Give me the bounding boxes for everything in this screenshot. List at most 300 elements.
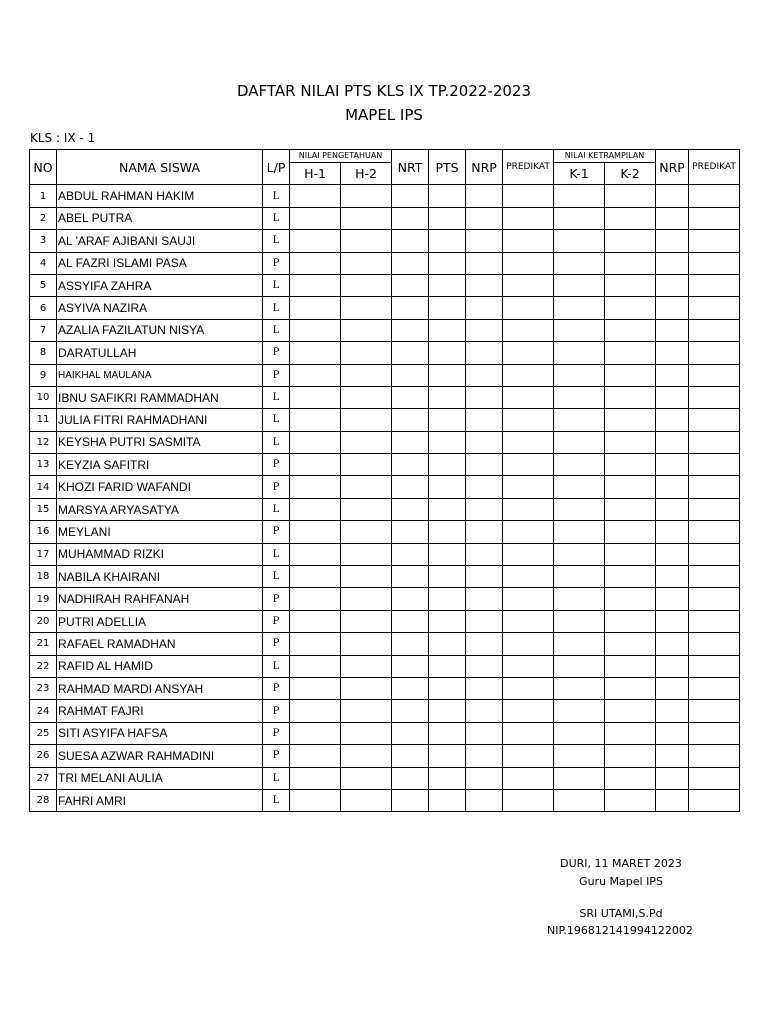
cell-pts[interactable] [429,297,466,319]
cell-k2[interactable] [605,185,656,207]
cell-nrp[interactable] [466,454,503,476]
cell-nrt[interactable] [392,521,429,543]
cell-k2[interactable] [605,207,656,229]
cell-predikat[interactable] [503,364,554,386]
cell-nrp[interactable] [466,476,503,498]
cell-nrp-skill[interactable] [656,207,689,229]
cell-h2[interactable] [341,610,392,632]
cell-predikat[interactable] [503,521,554,543]
cell-h2[interactable] [341,454,392,476]
cell-nrp[interactable] [466,655,503,677]
cell-h1[interactable] [290,633,341,655]
cell-nrp-skill[interactable] [656,633,689,655]
cell-predikat-skill[interactable] [689,789,740,811]
cell-predikat[interactable] [503,498,554,520]
cell-predikat[interactable] [503,319,554,341]
cell-nrt[interactable] [392,431,429,453]
table-row [30,207,740,229]
cell-nrp[interactable] [466,297,503,319]
cell-pts[interactable] [429,588,466,610]
cell-pts[interactable] [429,386,466,408]
table-row [30,633,740,655]
cell-h2[interactable] [341,767,392,789]
cell-nrp[interactable] [466,767,503,789]
cell-h1[interactable] [290,185,341,207]
cell-nrp-skill[interactable] [656,274,689,296]
cell-nrp[interactable] [466,319,503,341]
cell-h2[interactable] [341,655,392,677]
cell-predikat[interactable] [503,543,554,565]
cell-h1[interactable] [290,230,341,252]
cell-k2[interactable] [605,319,656,341]
cell-nrp-skill[interactable] [656,230,689,252]
cell-k1[interactable] [554,297,605,319]
cell-nrt[interactable] [392,274,429,296]
cell-predikat[interactable] [503,767,554,789]
cell-predikat[interactable] [503,431,554,453]
student-gender: P [263,364,290,386]
cell-k1[interactable] [554,543,605,565]
cell-k1[interactable] [554,745,605,767]
cell-h2[interactable] [341,722,392,744]
cell-predikat-skill[interactable] [689,431,740,453]
cell-h2[interactable] [341,521,392,543]
row-number: 18 [30,566,57,588]
cell-h2[interactable] [341,386,392,408]
cell-nrt[interactable] [392,476,429,498]
cell-predikat-skill[interactable] [689,566,740,588]
cell-h1[interactable] [290,364,341,386]
cell-k2[interactable] [605,677,656,699]
cell-predikat-skill[interactable] [689,655,740,677]
cell-k2[interactable] [605,722,656,744]
cell-h2[interactable] [341,409,392,431]
cell-predikat[interactable] [503,633,554,655]
cell-nrt[interactable] [392,297,429,319]
cell-h2[interactable] [341,297,392,319]
cell-h2[interactable] [341,207,392,229]
cell-pts[interactable] [429,745,466,767]
cell-nrp-skill[interactable] [656,655,689,677]
cell-h1[interactable] [290,566,341,588]
cell-nrp-skill[interactable] [656,767,689,789]
cell-nrt[interactable] [392,655,429,677]
cell-k1[interactable] [554,454,605,476]
cell-h1[interactable] [290,409,341,431]
cell-k2[interactable] [605,521,656,543]
cell-k2[interactable] [605,633,656,655]
cell-nrp[interactable] [466,274,503,296]
cell-h1[interactable] [290,297,341,319]
cell-predikat-skill[interactable] [689,700,740,722]
cell-predikat-skill[interactable] [689,588,740,610]
cell-h2[interactable] [341,745,392,767]
cell-predikat-skill[interactable] [689,386,740,408]
cell-nrp[interactable] [466,342,503,364]
table-row [30,588,740,610]
cell-k1[interactable] [554,700,605,722]
cell-nrp-skill[interactable] [656,454,689,476]
cell-h1[interactable] [290,700,341,722]
cell-nrp-skill[interactable] [656,521,689,543]
cell-k1[interactable] [554,319,605,341]
cell-nrt[interactable] [392,745,429,767]
cell-nrp[interactable] [466,722,503,744]
cell-predikat-skill[interactable] [689,274,740,296]
cell-predikat-skill[interactable] [689,677,740,699]
cell-predikat-skill[interactable] [689,297,740,319]
cell-pts[interactable] [429,431,466,453]
header-name: NAMA SISWA [57,150,263,185]
cell-pts[interactable] [429,789,466,811]
cell-nrt[interactable] [392,252,429,274]
cell-pts[interactable] [429,409,466,431]
cell-nrp-skill[interactable] [656,319,689,341]
cell-nrt[interactable] [392,230,429,252]
cell-k2[interactable] [605,767,656,789]
cell-h2[interactable] [341,498,392,520]
cell-k2[interactable] [605,476,656,498]
cell-nrp[interactable] [466,588,503,610]
cell-predikat[interactable] [503,409,554,431]
cell-pts[interactable] [429,633,466,655]
cell-h1[interactable] [290,274,341,296]
cell-pts[interactable] [429,364,466,386]
cell-k1[interactable] [554,207,605,229]
student-gender: P [263,745,290,767]
cell-nrp-skill[interactable] [656,677,689,699]
cell-k1[interactable] [554,789,605,811]
cell-nrp-skill[interactable] [656,185,689,207]
cell-pts[interactable] [429,454,466,476]
cell-predikat[interactable] [503,252,554,274]
cell-predikat-skill[interactable] [689,252,740,274]
cell-h2[interactable] [341,566,392,588]
cell-h2[interactable] [341,476,392,498]
cell-k2[interactable] [605,297,656,319]
cell-k1[interactable] [554,274,605,296]
cell-pts[interactable] [429,207,466,229]
cell-k1[interactable] [554,409,605,431]
cell-nrt[interactable] [392,454,429,476]
cell-nrt[interactable] [392,677,429,699]
cell-h2[interactable] [341,700,392,722]
cell-nrp-skill[interactable] [656,745,689,767]
cell-predikat-skill[interactable] [689,207,740,229]
cell-k1[interactable] [554,677,605,699]
cell-pts[interactable] [429,319,466,341]
cell-predikat-skill[interactable] [689,543,740,565]
cell-nrp[interactable] [466,207,503,229]
cell-pts[interactable] [429,498,466,520]
cell-h2[interactable] [341,274,392,296]
cell-nrp[interactable] [466,230,503,252]
cell-nrt[interactable] [392,342,429,364]
cell-nrt[interactable] [392,588,429,610]
cell-h1[interactable] [290,207,341,229]
cell-h1[interactable] [290,767,341,789]
student-gender: P [263,521,290,543]
cell-h1[interactable] [290,610,341,632]
cell-h2[interactable] [341,230,392,252]
cell-k2[interactable] [605,566,656,588]
cell-nrp[interactable] [466,498,503,520]
cell-predikat-skill[interactable] [689,454,740,476]
cell-pts[interactable] [429,767,466,789]
cell-predikat[interactable] [503,722,554,744]
cell-h1[interactable] [290,677,341,699]
cell-h2[interactable] [341,633,392,655]
cell-predikat[interactable] [503,207,554,229]
cell-h2[interactable] [341,185,392,207]
cell-nrt[interactable] [392,386,429,408]
student-name: HAIKHAL MAULANA [57,364,263,386]
cell-nrt[interactable] [392,610,429,632]
cell-pts[interactable] [429,566,466,588]
cell-predikat[interactable] [503,677,554,699]
cell-h1[interactable] [290,543,341,565]
cell-k2[interactable] [605,610,656,632]
cell-nrp-skill[interactable] [656,409,689,431]
cell-k1[interactable] [554,633,605,655]
cell-nrp-skill[interactable] [656,364,689,386]
cell-nrt[interactable] [392,633,429,655]
cell-k1[interactable] [554,252,605,274]
header-predikat: PREDIKAT [503,150,554,185]
row-number: 1 [30,185,57,207]
cell-k1[interactable] [554,230,605,252]
cell-h1[interactable] [290,252,341,274]
cell-nrt[interactable] [392,789,429,811]
cell-pts[interactable] [429,543,466,565]
cell-h1[interactable] [290,745,341,767]
cell-k2[interactable] [605,252,656,274]
cell-h2[interactable] [341,543,392,565]
cell-k2[interactable] [605,789,656,811]
cell-k2[interactable] [605,409,656,431]
cell-nrp[interactable] [466,364,503,386]
cell-h1[interactable] [290,476,341,498]
cell-k2[interactable] [605,364,656,386]
cell-nrp-skill[interactable] [656,386,689,408]
cell-predikat[interactable] [503,588,554,610]
cell-nrp[interactable] [466,700,503,722]
cell-predikat-skill[interactable] [689,745,740,767]
cell-predikat[interactable] [503,342,554,364]
table-row [30,297,740,319]
cell-pts[interactable] [429,185,466,207]
cell-predikat-skill[interactable] [689,230,740,252]
cell-k2[interactable] [605,454,656,476]
cell-nrp-skill[interactable] [656,342,689,364]
cell-h1[interactable] [290,431,341,453]
cell-h2[interactable] [341,789,392,811]
cell-predikat-skill[interactable] [689,185,740,207]
cell-nrp-skill[interactable] [656,476,689,498]
cell-predikat[interactable] [503,454,554,476]
cell-h2[interactable] [341,677,392,699]
cell-k2[interactable] [605,386,656,408]
cell-nrp[interactable] [466,252,503,274]
cell-nrp-skill[interactable] [656,789,689,811]
cell-nrt[interactable] [392,185,429,207]
cell-k2[interactable] [605,230,656,252]
cell-nrp[interactable] [466,633,503,655]
table-row [30,342,740,364]
cell-nrp[interactable] [466,521,503,543]
cell-nrp[interactable] [466,789,503,811]
cell-nrt[interactable] [392,207,429,229]
cell-predikat[interactable] [503,185,554,207]
cell-h1[interactable] [290,342,341,364]
cell-nrt[interactable] [392,364,429,386]
cell-pts[interactable] [429,610,466,632]
cell-nrt[interactable] [392,767,429,789]
cell-predikat[interactable] [503,610,554,632]
cell-pts[interactable] [429,700,466,722]
cell-h1[interactable] [290,521,341,543]
cell-k2[interactable] [605,543,656,565]
cell-k1[interactable] [554,498,605,520]
cell-predikat[interactable] [503,566,554,588]
cell-k1[interactable] [554,521,605,543]
cell-k2[interactable] [605,745,656,767]
cell-nrt[interactable] [392,319,429,341]
cell-predikat-skill[interactable] [689,633,740,655]
cell-nrp-skill[interactable] [656,588,689,610]
cell-predikat[interactable] [503,274,554,296]
cell-nrp[interactable] [466,543,503,565]
document-subtitle: MAPEL IPS [345,106,423,124]
cell-pts[interactable] [429,722,466,744]
cell-nrp-skill[interactable] [656,431,689,453]
cell-k1[interactable] [554,767,605,789]
cell-predikat[interactable] [503,700,554,722]
cell-nrp-skill[interactable] [656,498,689,520]
cell-predikat-skill[interactable] [689,409,740,431]
cell-h1[interactable] [290,789,341,811]
cell-k2[interactable] [605,274,656,296]
cell-h1[interactable] [290,722,341,744]
cell-k1[interactable] [554,476,605,498]
cell-nrt[interactable] [392,566,429,588]
cell-predikat[interactable] [503,476,554,498]
cell-k2[interactable] [605,431,656,453]
cell-nrp[interactable] [466,745,503,767]
cell-h2[interactable] [341,364,392,386]
cell-pts[interactable] [429,521,466,543]
cell-k1[interactable] [554,588,605,610]
cell-predikat[interactable] [503,789,554,811]
cell-nrt[interactable] [392,722,429,744]
cell-nrt[interactable] [392,409,429,431]
cell-nrp-skill[interactable] [656,722,689,744]
cell-nrp[interactable] [466,566,503,588]
cell-predikat[interactable] [503,386,554,408]
cell-pts[interactable] [429,274,466,296]
cell-h2[interactable] [341,588,392,610]
header-k2: K-2 [605,163,656,185]
cell-predikat[interactable] [503,230,554,252]
cell-predikat-skill[interactable] [689,498,740,520]
cell-k1[interactable] [554,566,605,588]
cell-nrp[interactable] [466,185,503,207]
cell-predikat-skill[interactable] [689,767,740,789]
cell-predikat[interactable] [503,297,554,319]
row-number: 25 [30,722,57,744]
cell-nrp[interactable] [466,409,503,431]
cell-predikat[interactable] [503,745,554,767]
cell-k1[interactable] [554,722,605,744]
cell-h1[interactable] [290,386,341,408]
cell-nrp-skill[interactable] [656,610,689,632]
cell-h1[interactable] [290,454,341,476]
cell-k1[interactable] [554,342,605,364]
cell-predikat-skill[interactable] [689,521,740,543]
cell-nrt[interactable] [392,700,429,722]
cell-predikat-skill[interactable] [689,342,740,364]
cell-k2[interactable] [605,655,656,677]
cell-nrp[interactable] [466,431,503,453]
cell-h1[interactable] [290,588,341,610]
cell-nrp[interactable] [466,386,503,408]
cell-nrt[interactable] [392,498,429,520]
cell-h2[interactable] [341,252,392,274]
cell-nrp-skill[interactable] [656,297,689,319]
cell-pts[interactable] [429,476,466,498]
cell-nrt[interactable] [392,543,429,565]
table-row [30,252,740,274]
cell-predikat-skill[interactable] [689,722,740,744]
cell-nrp-skill[interactable] [656,543,689,565]
cell-k1[interactable] [554,655,605,677]
cell-pts[interactable] [429,677,466,699]
cell-predikat-skill[interactable] [689,476,740,498]
cell-nrp-skill[interactable] [656,252,689,274]
cell-k2[interactable] [605,498,656,520]
cell-h1[interactable] [290,498,341,520]
cell-k2[interactable] [605,342,656,364]
cell-h2[interactable] [341,319,392,341]
cell-predikat-skill[interactable] [689,364,740,386]
cell-h2[interactable] [341,431,392,453]
student-gender: L [263,655,290,677]
cell-k1[interactable] [554,610,605,632]
cell-pts[interactable] [429,252,466,274]
cell-k1[interactable] [554,185,605,207]
cell-k2[interactable] [605,700,656,722]
cell-nrp-skill[interactable] [656,566,689,588]
cell-predikat[interactable] [503,655,554,677]
cell-pts[interactable] [429,655,466,677]
cell-h1[interactable] [290,655,341,677]
cell-h2[interactable] [341,342,392,364]
cell-k2[interactable] [605,588,656,610]
cell-pts[interactable] [429,230,466,252]
cell-k1[interactable] [554,431,605,453]
student-gender: L [263,498,290,520]
cell-predikat-skill[interactable] [689,319,740,341]
cell-k1[interactable] [554,386,605,408]
cell-nrp-skill[interactable] [656,700,689,722]
cell-predikat-skill[interactable] [689,610,740,632]
cell-nrp[interactable] [466,677,503,699]
table-row [30,677,740,699]
cell-nrp[interactable] [466,610,503,632]
cell-k1[interactable] [554,364,605,386]
cell-pts[interactable] [429,342,466,364]
cell-h1[interactable] [290,319,341,341]
